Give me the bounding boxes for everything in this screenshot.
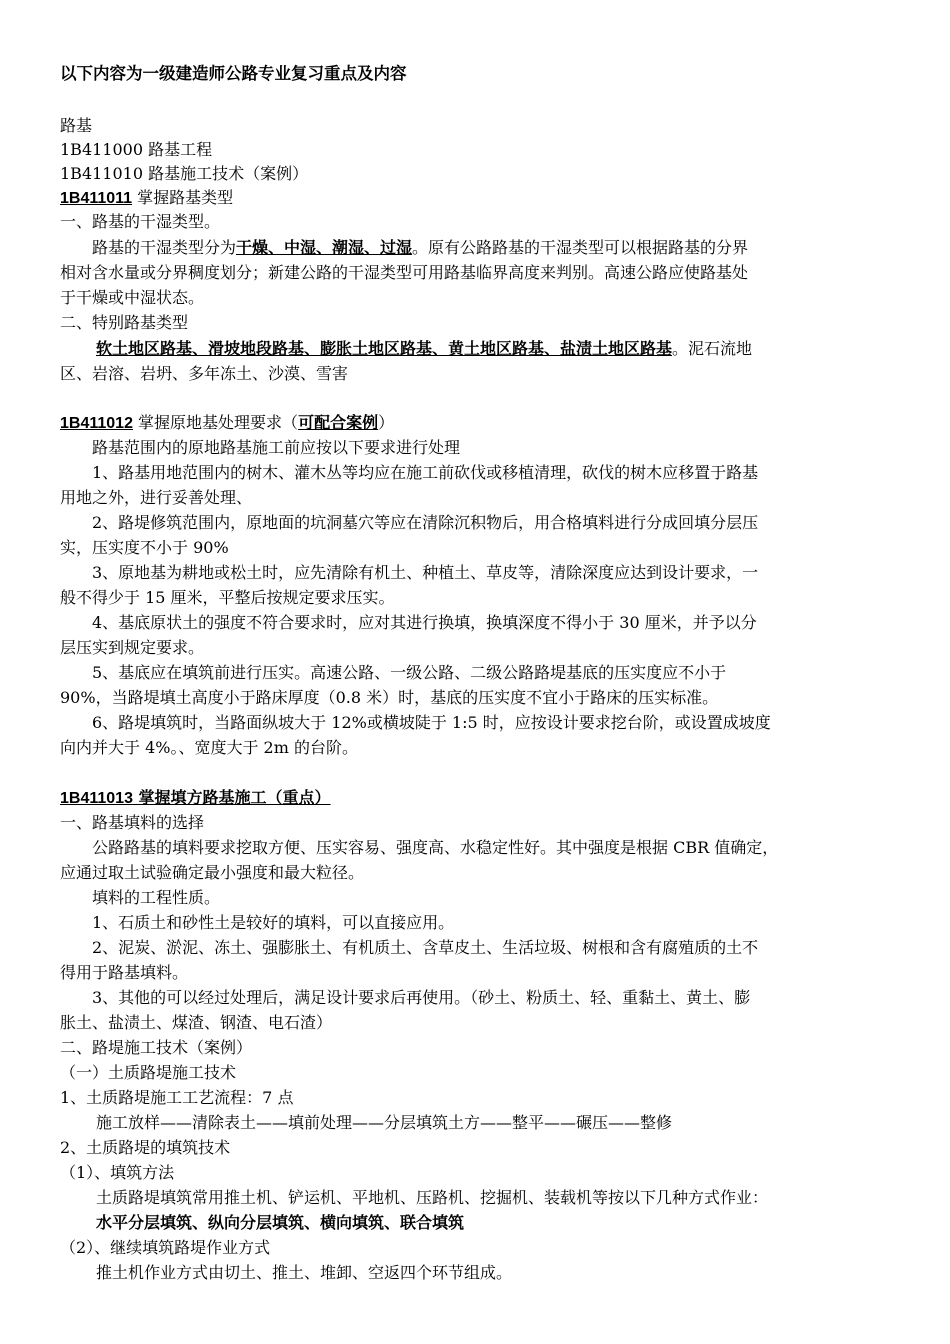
paragraph-line: 层压实到规定要求。 bbox=[60, 638, 205, 657]
subheading: 二、特别路基类型 bbox=[60, 313, 189, 332]
paragraph-line bbox=[92, 236, 748, 260]
subheading: （一）土质路堤施工技术 bbox=[60, 1063, 237, 1082]
subheading: 一、路基填料的选择 bbox=[60, 813, 205, 832]
paragraph-line: 3、原地基为耕地或松土时，应先清除有机土、种植土、草皮等，清除深度应达到设计要求，一 bbox=[92, 563, 759, 582]
text-line: 1B411000 路基工程 bbox=[60, 140, 213, 159]
paragraph-line: 1、石质土和砂性土是较好的填料，可以直接应用。 bbox=[92, 913, 455, 932]
section-heading bbox=[60, 186, 233, 210]
paragraph-line: 相对含水量或分界稠度划分；新建公路的干湿类型可用路基临界高度来判别。高速公路应使路基处 bbox=[60, 263, 749, 282]
paragraph-line bbox=[96, 337, 752, 361]
paragraph-line: 填料的工程性质。 bbox=[92, 888, 221, 907]
section-heading bbox=[60, 786, 331, 810]
text-span: ） bbox=[378, 413, 395, 432]
subheading: （1）、填筑方法 bbox=[60, 1163, 175, 1182]
section-heading bbox=[60, 411, 394, 435]
text-span: 。原有公路路基的干湿类型可以根据路基的分界 bbox=[412, 238, 749, 257]
paragraph-line: 2、泥炭、淤泥、冻土、强膨胀土、有机质土、含草皮土、生活垃圾、树根和含有腐殖质的土不 bbox=[92, 938, 759, 957]
text-span: 路基的干湿类型分为 bbox=[92, 238, 237, 257]
emphasis-text: 干燥、中湿、潮湿、过湿 bbox=[236, 238, 413, 257]
text-line: 路基 bbox=[60, 116, 93, 135]
text-span: 。泥石流地 bbox=[672, 339, 753, 358]
text-line: 1B411010 路基施工技术（案例） bbox=[60, 164, 309, 183]
paragraph-line: 向内并大于 4%。、宽度大于 2m 的台阶。 bbox=[60, 738, 358, 757]
paragraph-line: 得用于路基填料。 bbox=[60, 963, 189, 982]
paragraph-line: 1、土质路堤施工工艺流程：7 点 bbox=[60, 1088, 294, 1107]
paragraph-line: 用地之外，进行妥善处理、 bbox=[60, 488, 253, 507]
section-title: 掌握填方路基施工（重点） bbox=[132, 788, 331, 807]
paragraph-line: 4、基底原状土的强度不符合要求时，应对其进行换填，换填深度不得小于 30 厘米，并予以分 bbox=[92, 613, 757, 632]
emphasis-text: 软土地区路基、滑坡地段路基、膨胀土地区路基、黄土地区路基、盐渍土地区路基 bbox=[96, 339, 673, 358]
emphasis-text: 可配合案例 bbox=[298, 413, 379, 432]
section-code: 1B411012 bbox=[60, 415, 133, 432]
subheading: 一、路基的干湿类型。 bbox=[60, 212, 221, 231]
paragraph-line: 2、土质路堤的填筑技术 bbox=[60, 1138, 231, 1157]
section-code: 1B411013 bbox=[60, 790, 133, 807]
paragraph-line: 3、其他的可以经过处理后，满足设计要求后再使用。（砂土、粉质土、轻、重黏土、黄土、膨 bbox=[92, 988, 751, 1007]
document-title: 以下内容为一级建造师公路专业复习重点及内容 bbox=[60, 64, 407, 83]
paragraph-line: 5、基底应在填筑前进行压实。高速公路、一级公路、二级公路路堤基底的压实度应不小于 bbox=[92, 663, 727, 682]
paragraph-line: 路基范围内的原地路基施工前应按以下要求进行处理 bbox=[92, 438, 461, 457]
paragraph-line: 2、路堤修筑范围内，原地面的坑洞墓穴等应在清除沉积物后，用合格填料进行分成回填分层压 bbox=[92, 513, 759, 532]
paragraph-line: 土质路堤填筑常用推土机、铲运机、平地机、压路机、挖掘机、装载机等按以下几种方式作业： bbox=[96, 1188, 769, 1207]
paragraph-line: 般不得少于 15 厘米，平整后按规定要求压实。 bbox=[60, 588, 395, 607]
paragraph-line: 应通过取土试验确定最小强度和最大粒径。 bbox=[60, 863, 365, 882]
emphasis-text: 水平分层填筑、纵向分层填筑、横向填筑、联合填筑 bbox=[96, 1213, 465, 1232]
subheading: 二、路堤施工技术（案例） bbox=[60, 1038, 253, 1057]
section-code: 1B411011 bbox=[60, 190, 133, 207]
paragraph-line: 于干燥或中湿状态。 bbox=[60, 288, 205, 307]
paragraph-line: 90%，当路堤填土高度小于路床厚度（0.8 米）时，基底的压实度不宜小于路床的压实标准。 bbox=[60, 688, 719, 707]
paragraph-line: 公路路基的填料要求挖取方便、压实容易、强度高、水稳定性好。其中强度是根据 CBR 值确定， bbox=[92, 838, 779, 857]
section-title: 掌握路基类型 bbox=[132, 188, 234, 207]
paragraph-line: 区、岩溶、岩坍、多年冻土、沙漠、雪害 bbox=[60, 364, 349, 383]
paragraph-line: 胀土、盐渍土、煤渣、钢渣、电石渣） bbox=[60, 1013, 333, 1032]
paragraph-line: 实，压实度不小于 90% bbox=[60, 538, 229, 557]
paragraph-line: 施工放样——清除表土——填前处理——分层填筑土方——整平——碾压——整修 bbox=[96, 1113, 673, 1132]
subheading: （2）、继续填筑路堤作业方式 bbox=[60, 1238, 271, 1257]
paragraph-line: 6、路堤填筑时，当路面纵坡大于 12%或横坡陡于 1:5 时，应按设计要求挖台阶，或设置成坡度 bbox=[92, 713, 771, 732]
paragraph-line: 1、路基用地范围内的树木、灌木丛等均应在施工前砍伐或移植清理，砍伐的树木应移置于路基 bbox=[92, 463, 759, 482]
paragraph-line: 推土机作业方式由切土、推土、堆卸、空返四个环节组成。 bbox=[96, 1263, 513, 1282]
section-title: 掌握原地基处理要求（ bbox=[132, 413, 299, 432]
